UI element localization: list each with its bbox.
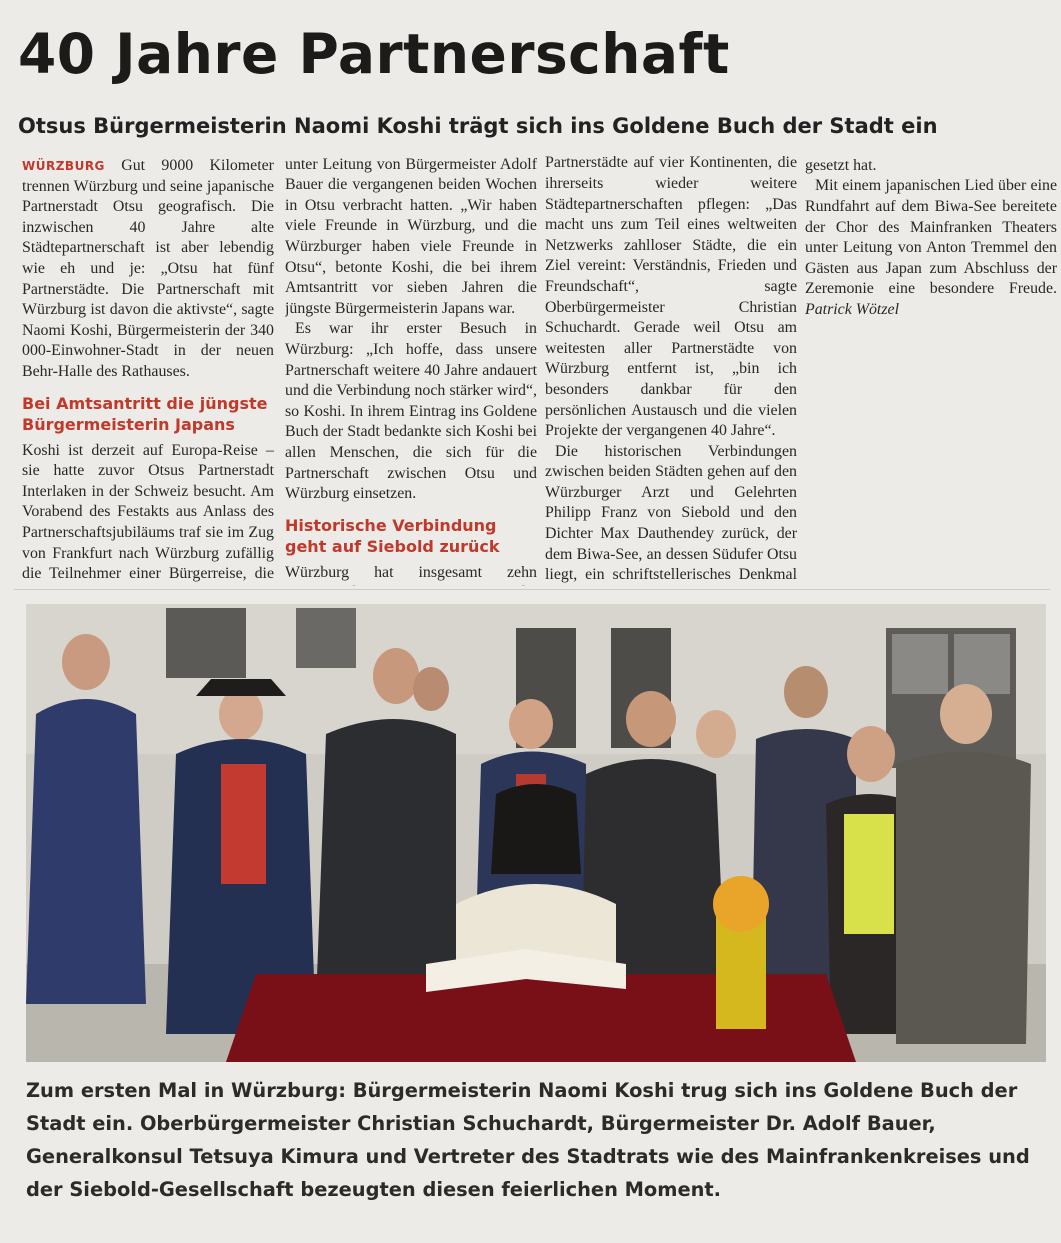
- subheadline: Otsus Bürgermeisterin Naomi Koshi trägt sich ins Goldene Buch der Stadt ein: [18, 114, 938, 138]
- paragraph-5: Die historischen Verbindungen zwischen beiden Städten gehen auf den Würzburger Arzt und Gelehrten Philipp Franz von Siebold und den Dichter Max Dauthendey zurück, der dem Biwa-See, an dessen Südufer Otsu liegt, ein schriftstellerisches Denkmal: [545, 442, 797, 584]
- subheading-2: Historische Verbindung geht auf Siebold zurück: [285, 515, 500, 556]
- column-flow: [285, 156, 537, 586]
- divider: [14, 589, 1050, 590]
- text-column-1: [22, 156, 274, 586]
- paragraph-4: Partnerstädte auf vier Kontinenten, die ihrerseits wieder weitere Städtepartnerschaften pflegen: „Das macht uns zum Teil eines weltweiten Netzwerks zahlloser Städte, die ein Ziel vereint: Verständnis, Frieden und Freundschaft“, sagte Oberbürgermeister Christian Schuchardt. Gerade weil Otsu am weitesten aller Partnerstädte von Würzburg entfernt ist, „bin ich besonders dankbar für den persönlichen Austausch und die vielen Projekte der vergangenen 40 Jahre“.: [545, 156, 797, 440]
- paragraph-intro: [22, 156, 274, 383]
- text-column-4: [805, 156, 1057, 586]
- group-photo: [26, 604, 1046, 1062]
- photo-illustration: [26, 604, 1046, 1062]
- author: Patrick Wötzel: [805, 301, 899, 318]
- paragraph-text: Gut 9000 Kilometer trennen Würzburg und seine japanische Partnerstadt Otsu geografisch. Die inzwischen 40 Jahre alte Städtepartnerschaft ist aber lebendig wie eh und je: „Otsu hat fünf Partnerstädte. Die Partnerschaft mit Würzburg ist davon die aktivste“, sagte Naomi Koshi, Bürgermeisterin der 340 000-Einwohner-Stadt in der neuen Behr-Halle des Rathauses.: [22, 157, 274, 380]
- paragraph-2: unter Leitung von Bürgermeister Adolf Bauer die vergangenen beiden Wochen in Otsu verbracht hatten. „Wir haben viele Freunde in Würzburg, und die Würzburger haben viele Freunde in Otsu“, betonte Koshi, die bei ihrem Amtsantritt vor sieben Jahren die jüngste Bürgermeisterin Japans war.: [285, 156, 537, 317]
- headline: 40 Jahre Partnerschaft: [18, 22, 730, 86]
- subheading-1: Bei Amtsantritt die jüngste Bürgermeisterin Japans: [22, 393, 268, 434]
- paragraph-4: Würzburg hat insgesamt zehn: [285, 563, 537, 581]
- paragraph-2: Koshi ist derzeit auf Europa-Reise – sie hatte zuvor Otsus Partnerstadt Interlaken in der Schweiz besucht. Am Vorabend des Festakts aus Anlass des Partnerschaftsjubiläums traf sie im Zug von Frankfurt nach Würzburg zufällig die Teilnehmer einer Bürgerreise, die: [22, 441, 274, 583]
- photo-caption: Zum ersten Mal in Würzburg: Bürgermeisterin Naomi Koshi trug sich ins Goldene Buch der Stadt ein. Oberbürgermeister Christian Schuchardt, Bürgermeister Dr. Adolf Bauer, Generalkonsul Tetsuya Kimura und Vertreter des Stadtrats wie des Mainfrankenkreises und der Siebold-Gesellschaft bezeugten diesen feierlichen Moment.: [26, 1079, 1030, 1201]
- column-flow: [805, 156, 1057, 321]
- paragraph-text: Mit einem japanischen Lied über eine Rundfahrt auf dem Biwa-See bereitete der Chor des Mainfranken Theaters unter Leitung von Anton Tremmel den Gästen aus Japan zum Abschluss der Zeremonie eine besondere Freude.: [805, 177, 1057, 298]
- text-column-3: [545, 156, 797, 586]
- paragraph-6: [805, 176, 1057, 320]
- column-flow: [22, 156, 274, 586]
- text-column-2: [285, 156, 537, 586]
- paragraph-5: gesetzt hat.: [805, 156, 877, 174]
- dateline: WÜRZBURG: [22, 159, 105, 173]
- paragraph-3: Es war ihr erster Besuch in Würzburg: „Ich hoffe, dass unsere Partnerschaft weitere 40 Jahre andauert und die Verbindung noch stärker wird“, so Koshi. In ihrem Eintrag ins Goldene Buch der Stadt bedankte sich Koshi bei allen Menschen, die sich für die Partnerschaft zwischen Otsu und Würzburg einsetzen.: [285, 320, 537, 503]
- column-flow: [545, 156, 797, 586]
